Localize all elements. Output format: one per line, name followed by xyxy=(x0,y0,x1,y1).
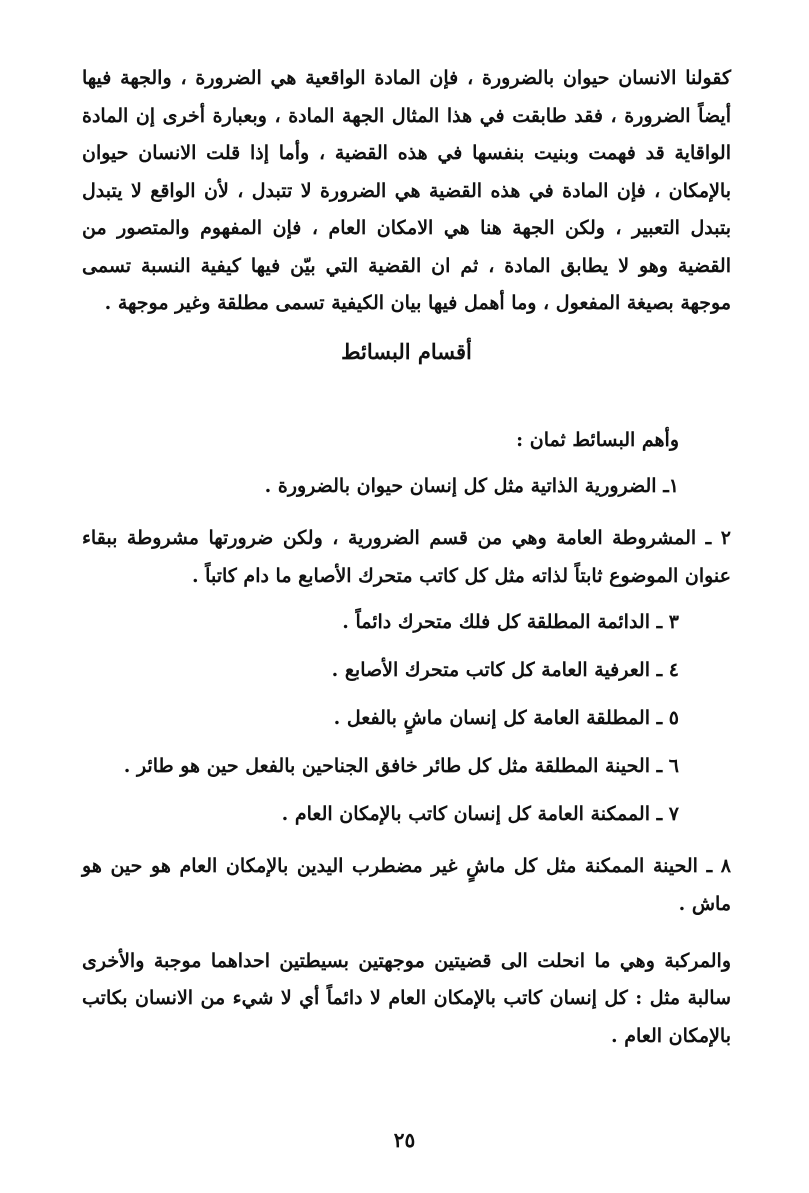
types-list xyxy=(82,471,731,923)
body-paragraph-2: والمركبة وهي ما انحلت الى قضيتين موجهتين بسيطتين احداهما موجبة والأخرى سالبة مثل : كل إنسان كاتب بالإمكان العام لا دائماً أي لا شيء من الانسان بكاتب بالإمكان العام . xyxy=(82,949,731,1047)
list-item-2: ٢ ـ المشروطة العامة وهي من قسم الضرورية ، ولكن ضرورتها مشروطة ببقاء عنوان الموضوع ثابتاً لذاته مثل كل كاتب متحرك الأصابع ما دام كاتباً . xyxy=(82,526,731,587)
list-item-7: ٧ ـ الممكنة العامة كل إنسان كاتب بالإمكان العام . xyxy=(281,802,679,825)
section-heading: أقسام البسائط xyxy=(341,338,472,364)
list-intro: وأهم البسائط ثمان : xyxy=(516,428,679,451)
list-item-5: ٥ ـ المطلقة العامة كل إنسان ماشٍ بالفعل . xyxy=(333,706,679,729)
body-paragraph-1: كقولنا الانسان حيوان بالضرورة ، فإن المادة الواقعية هي الضرورة ، والجهة فيها أيضاً الضرورة ، فقد طابقت في هذا المثال الجهة المادة ، وبعبارة أخرى إن المادة الواقاية قد فهمت وبنيت بنفسها في هذه القضية ، وأما إذا قلت الانسان حيوان بالإمكان ، فإن المادة في هذه القضية هي الضرورة لا تتبدل ، لأن الواقع لا يتبدل بتبدل التعبير ، ولكن الجهة هنا هي الامكان العام ، فإن المفهوم والمتصور من القضية وهو لا يطابق المادة ، ثم ان القضية التي بيّن فيها كيفية النسبة تسمى موجهة بصيغة المفعول ، وما أهمل فيها بيان الكيفية تسمى مطلقة وغير موجهة . xyxy=(82,67,731,314)
list-item-6: ٦ ـ الحينة المطلقة مثل كل طائر خافق الجناحين بالفعل حين هو طائر . xyxy=(123,754,679,777)
page-number: ٢٥ xyxy=(393,1128,416,1152)
list-item-3: ٣ ـ الدائمة المطلقة كل فلك متحرك دائماً . xyxy=(342,610,679,633)
list-item-4: ٤ ـ العرفية العامة كل كاتب متحرك الأصابع . xyxy=(331,658,679,681)
list-item-8: ٨ ـ الحينة الممكنة مثل كل ماشٍ غير مضطرب اليدين بالإمكان العام هو حين هو ماش . xyxy=(82,854,731,915)
list-item-1: ١ـ الضرورية الذاتية مثل كل إنسان حيوان بالضرورة . xyxy=(264,474,679,497)
